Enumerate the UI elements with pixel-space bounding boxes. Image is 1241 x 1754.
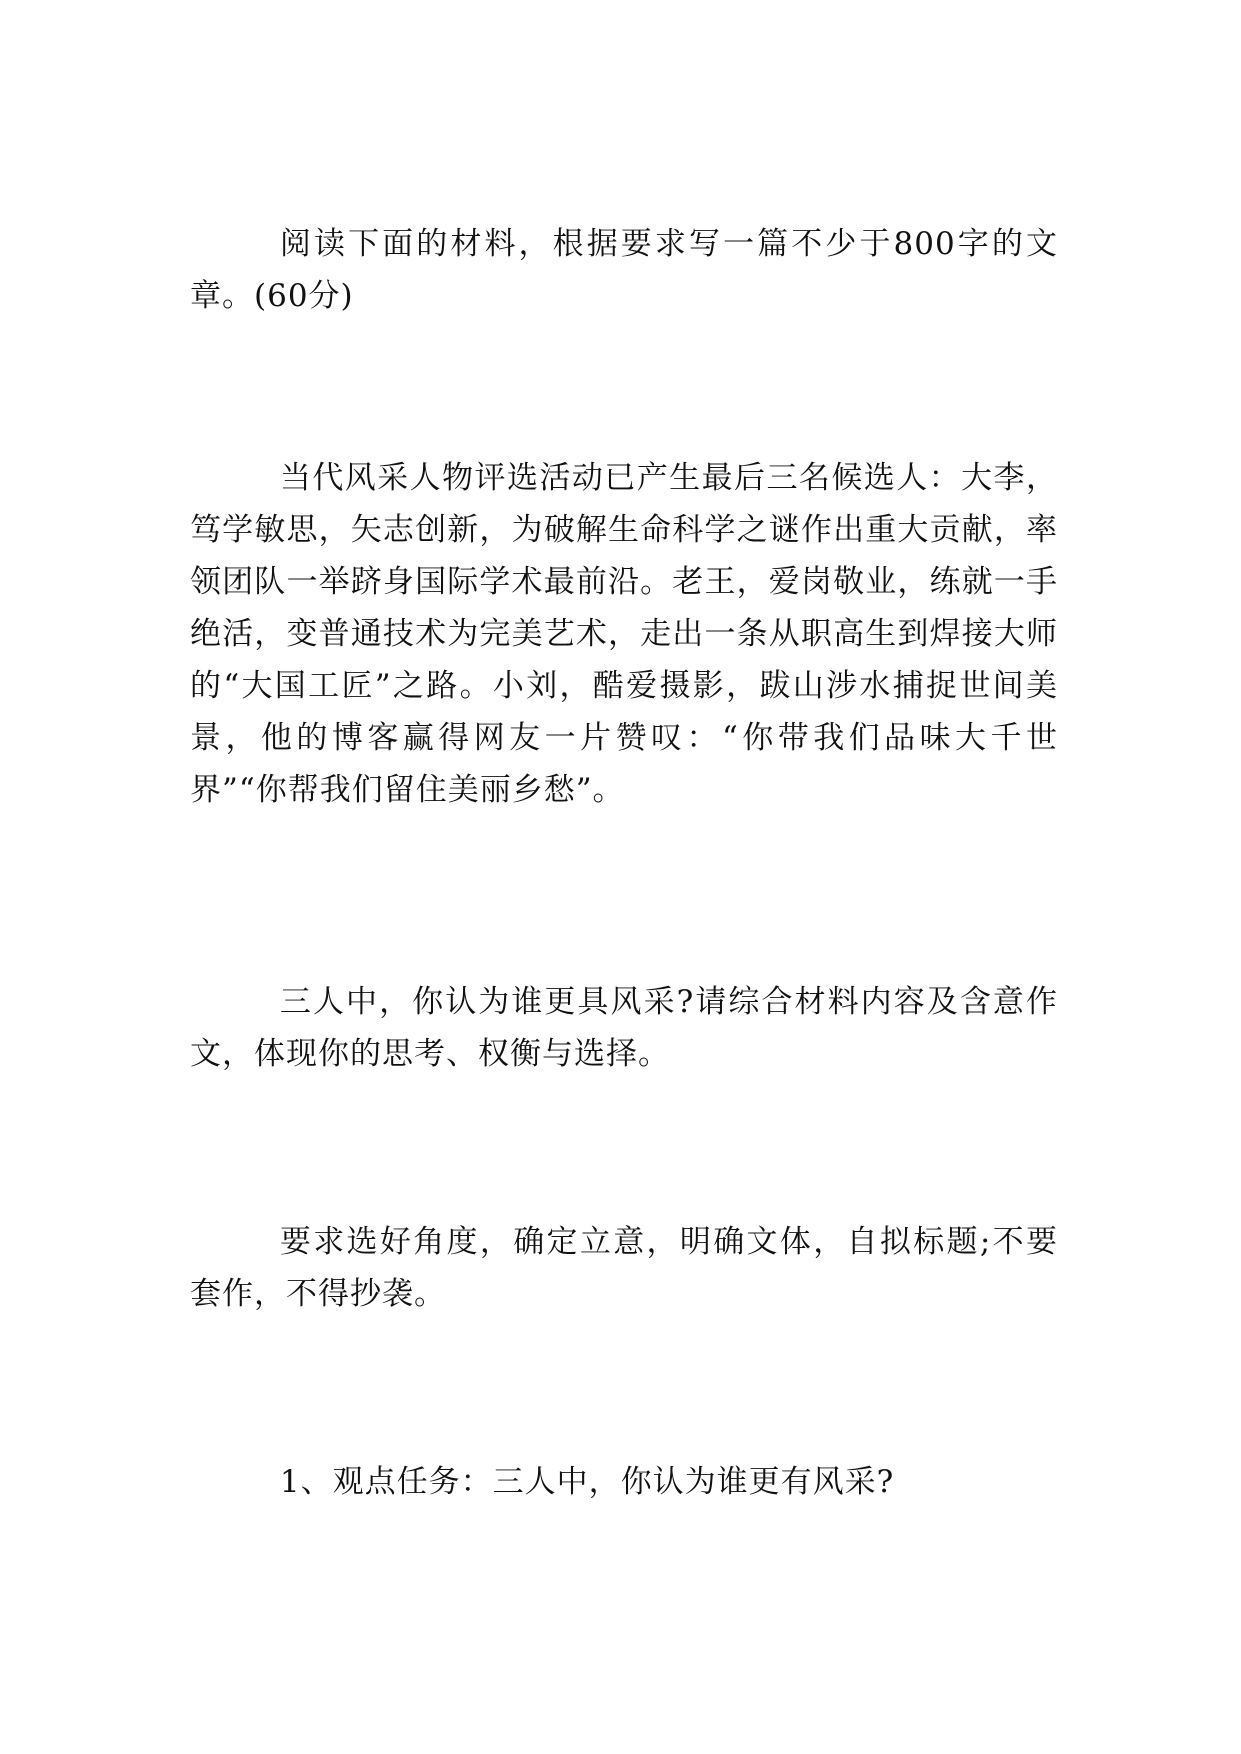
paragraph-requirements: 要求选好角度，确定立意，明确文体，自拟标题;不要套作，不得抄袭。 <box>190 1224 1058 1312</box>
paragraph-question: 三人中，你认为谁更具风采?请综合材料内容及含意作文，体现你的思考、权衡与选择。 <box>190 984 1058 1072</box>
paragraph-task-1: 1、观点任务：三人中，你认为谁更有风采? <box>279 1464 895 1500</box>
paragraph-material: 当代风采人物评选活动已产生最后三名候选人：大李，笃学敏思，矢志创新，为破解生命科学之谜作出重大贡献，率领团队一举跻身国际学术最前沿。老王，爱岗敬业，练就一手绝活，变普通技术为完美艺术，走出一条从职高生到焊接大师的“大国工匠”之路。小刘，酷爱摄影，跋山涉水捕捉世间美景，他的博客赢得网友一片赞叹：“你带我们品味大千世界”“你帮我们留住美丽乡愁”。 <box>190 460 1058 808</box>
paragraph-instruction: 阅读下面的材料，根据要求写一篇不少于800字的文章。(60分) <box>190 226 1058 314</box>
